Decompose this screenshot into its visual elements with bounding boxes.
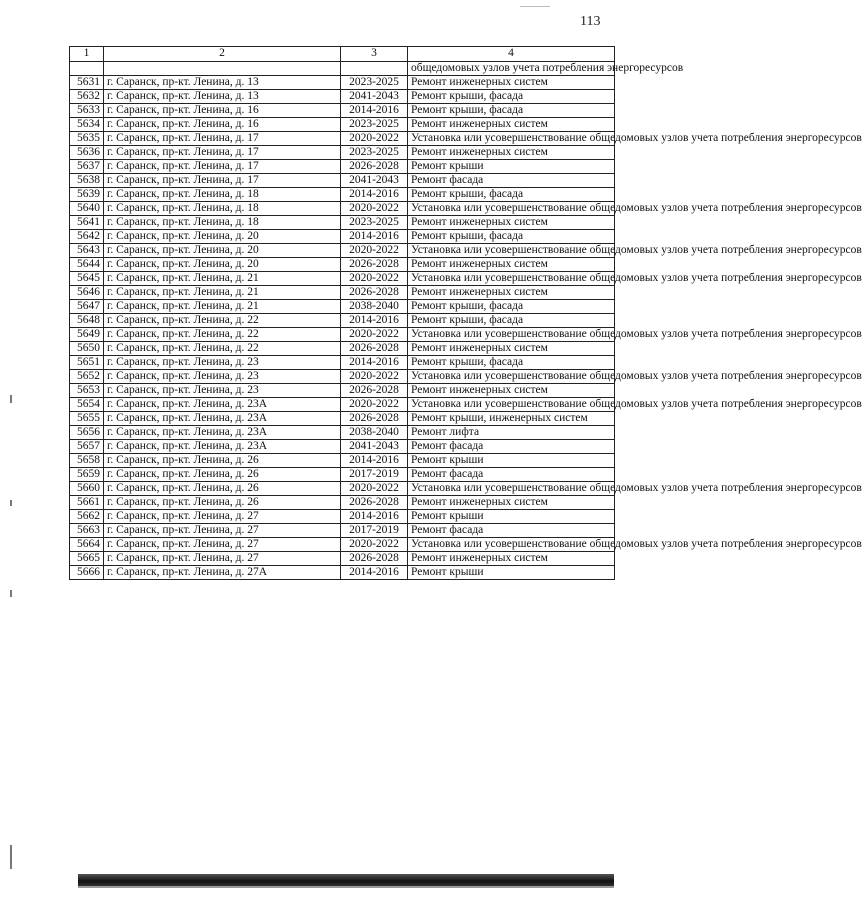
row-address: г. Саранск, пр-кт. Ленина, д. 22 (104, 314, 341, 328)
table-row (70, 468, 615, 482)
row-work: Ремонт крыши, фасада (408, 90, 615, 104)
row-period: 2020-2022 (341, 538, 408, 552)
row-period: 2038-2040 (341, 300, 408, 314)
row-address: г. Саранск, пр-кт. Ленина, д. 17 (104, 160, 341, 174)
row-period: 2020-2022 (341, 132, 408, 146)
row-number: 5643 (70, 244, 104, 258)
row-work: Ремонт фасада (408, 440, 615, 454)
row-number: 5657 (70, 440, 104, 454)
row-number: 5651 (70, 356, 104, 370)
row-work: Установка или усовершенствование общедомовых узлов учета потребления энергоресурсов (408, 272, 615, 286)
row-period: 2038-2040 (341, 426, 408, 440)
row-work: Ремонт инженерных систем (408, 146, 615, 160)
table-row (70, 440, 615, 454)
row-period: 2014-2016 (341, 566, 408, 580)
row-period: 2014-2016 (341, 454, 408, 468)
row-number: 5656 (70, 426, 104, 440)
row-work: Ремонт крыши (408, 510, 615, 524)
row-address: г. Саранск, пр-кт. Ленина, д. 18 (104, 202, 341, 216)
repair-schedule-table (69, 46, 862, 580)
row-address: г. Саранск, пр-кт. Ленина, д. 13 (104, 76, 341, 90)
row-number: 5665 (70, 552, 104, 566)
row-address: г. Саранск, пр-кт. Ленина, д. 17 (104, 146, 341, 160)
table-row (70, 216, 615, 230)
row-period: 2023-2025 (341, 216, 408, 230)
table-row (70, 426, 615, 440)
row-period: 2020-2022 (341, 482, 408, 496)
row-number: 5635 (70, 132, 104, 146)
row-address: г. Саранск, пр-кт. Ленина, д. 23А (104, 440, 341, 454)
table-row (70, 524, 615, 538)
row-period: 2017-2019 (341, 468, 408, 482)
row-period: 2020-2022 (341, 202, 408, 216)
row-number: 5659 (70, 468, 104, 482)
row-address: г. Саранск, пр-кт. Ленина, д. 22 (104, 328, 341, 342)
row-address: г. Саранск, пр-кт. Ленина, д. 20 (104, 244, 341, 258)
table-row (70, 342, 615, 356)
table-row (70, 258, 615, 272)
row-address: г. Саранск, пр-кт. Ленина, д. 27 (104, 524, 341, 538)
row-work: Ремонт фасада (408, 174, 615, 188)
row-work: Ремонт крыши, фасада (408, 188, 615, 202)
row-address: г. Саранск, пр-кт. Ленина, д. 13 (104, 90, 341, 104)
row-number: 5649 (70, 328, 104, 342)
continuation-row (70, 62, 615, 76)
row-number: 5666 (70, 566, 104, 580)
column-header-1: 1 (70, 47, 104, 62)
table-row (70, 552, 615, 566)
row-address: г. Саранск, пр-кт. Ленина, д. 23А (104, 398, 341, 412)
row-work: Ремонт крыши (408, 454, 615, 468)
table-row (70, 482, 615, 496)
row-number: 5634 (70, 118, 104, 132)
row-work: Ремонт крыши, фасада (408, 356, 615, 370)
row-work: Ремонт крыши, фасада (408, 230, 615, 244)
row-number: 5644 (70, 258, 104, 272)
row-period: 2014-2016 (341, 314, 408, 328)
row-work: Ремонт лифта (408, 426, 615, 440)
row-work: Ремонт инженерных систем (408, 384, 615, 398)
row-period: 2020-2022 (341, 398, 408, 412)
row-work: Ремонт инженерных систем (408, 216, 615, 230)
row-work: Ремонт крыши, фасада (408, 314, 615, 328)
row-work: Ремонт инженерных систем (408, 76, 615, 90)
row-period: 2026-2028 (341, 342, 408, 356)
row-address: г. Саранск, пр-кт. Ленина, д. 23А (104, 426, 341, 440)
scan-edge-marks (10, 0, 14, 904)
row-period: 2041-2043 (341, 440, 408, 454)
table-row (70, 160, 615, 174)
row-address: г. Саранск, пр-кт. Ленина, д. 26 (104, 482, 341, 496)
row-number: 5661 (70, 496, 104, 510)
row-address: г. Саранск, пр-кт. Ленина, д. 21 (104, 286, 341, 300)
row-address: г. Саранск, пр-кт. Ленина, д. 27 (104, 552, 341, 566)
row-number: 5652 (70, 370, 104, 384)
row-number: 5633 (70, 104, 104, 118)
row-period: 2014-2016 (341, 230, 408, 244)
row-number: 5654 (70, 398, 104, 412)
row-period: 2023-2025 (341, 76, 408, 90)
row-period: 2026-2028 (341, 412, 408, 426)
row-period: 2014-2016 (341, 356, 408, 370)
row-number: 5655 (70, 412, 104, 426)
row-address: г. Саранск, пр-кт. Ленина, д. 27А (104, 566, 341, 580)
row-number (70, 62, 104, 76)
row-period: 2023-2025 (341, 118, 408, 132)
row-number: 5653 (70, 384, 104, 398)
row-address: г. Саранск, пр-кт. Ленина, д. 23 (104, 370, 341, 384)
row-address: г. Саранск, пр-кт. Ленина, д. 23А (104, 412, 341, 426)
row-work: Ремонт инженерных систем (408, 258, 615, 272)
row-work: Ремонт инженерных систем (408, 552, 615, 566)
row-work: Ремонт крыши (408, 566, 615, 580)
row-period: 2014-2016 (341, 104, 408, 118)
table-row (70, 454, 615, 468)
row-number: 5660 (70, 482, 104, 496)
row-period: 2020-2022 (341, 272, 408, 286)
row-period: 2026-2028 (341, 496, 408, 510)
table-row (70, 356, 615, 370)
row-work: общедомовых узлов учета потребления энергоресурсов (408, 62, 615, 76)
row-address: г. Саранск, пр-кт. Ленина, д. 26 (104, 468, 341, 482)
table-row (70, 230, 615, 244)
column-header-4: 4 (408, 47, 615, 62)
table-row (70, 104, 615, 118)
row-address: г. Саранск, пр-кт. Ленина, д. 26 (104, 496, 341, 510)
row-period: 2026-2028 (341, 258, 408, 272)
row-work: Установка или усовершенствование общедомовых узлов учета потребления энергоресурсов (408, 398, 615, 412)
row-work: Установка или усовершенствование общедомовых узлов учета потребления энергоресурсов (408, 482, 615, 496)
column-header-2: 2 (104, 47, 341, 62)
row-address: г. Саранск, пр-кт. Ленина, д. 26 (104, 454, 341, 468)
row-work: Ремонт крыши (408, 160, 615, 174)
table-row (70, 286, 615, 300)
row-address: г. Саранск, пр-кт. Ленина, д. 22 (104, 342, 341, 356)
row-number: 5640 (70, 202, 104, 216)
row-period: 2041-2043 (341, 174, 408, 188)
table-body (70, 62, 862, 580)
table-row (70, 90, 615, 104)
row-work: Ремонт крыши, фасада (408, 300, 615, 314)
table-row (70, 188, 615, 202)
row-address: г. Саранск, пр-кт. Ленина, д. 16 (104, 104, 341, 118)
row-period: 2026-2028 (341, 384, 408, 398)
table-header-row (70, 47, 615, 62)
row-address: г. Саранск, пр-кт. Ленина, д. 16 (104, 118, 341, 132)
row-address (104, 62, 341, 76)
row-number: 5664 (70, 538, 104, 552)
row-period: 2026-2028 (341, 286, 408, 300)
row-work: Установка или усовершенствование общедомовых узлов учета потребления энергоресурсов (408, 244, 615, 258)
row-period: 2020-2022 (341, 328, 408, 342)
table-row (70, 496, 615, 510)
row-work: Ремонт инженерных систем (408, 342, 615, 356)
scan-artifact-line (520, 6, 550, 7)
row-number: 5632 (70, 90, 104, 104)
row-address: г. Саранск, пр-кт. Ленина, д. 21 (104, 300, 341, 314)
table-row (70, 132, 615, 146)
row-number: 5639 (70, 188, 104, 202)
row-period: 2041-2043 (341, 90, 408, 104)
row-address: г. Саранск, пр-кт. Ленина, д. 17 (104, 174, 341, 188)
row-period: 2020-2022 (341, 244, 408, 258)
row-number: 5646 (70, 286, 104, 300)
row-period: 2017-2019 (341, 524, 408, 538)
row-work: Установка или усовершенствование общедомовых узлов учета потребления энергоресурсов (408, 202, 615, 216)
row-work: Ремонт инженерных систем (408, 286, 615, 300)
row-work: Ремонт крыши, фасада (408, 104, 615, 118)
table-row (70, 272, 615, 286)
row-number: 5631 (70, 76, 104, 90)
row-address: г. Саранск, пр-кт. Ленина, д. 20 (104, 230, 341, 244)
row-address: г. Саранск, пр-кт. Ленина, д. 23 (104, 384, 341, 398)
row-work: Ремонт инженерных систем (408, 118, 615, 132)
table-row (70, 146, 615, 160)
row-number: 5647 (70, 300, 104, 314)
row-number: 5638 (70, 174, 104, 188)
row-period: 2020-2022 (341, 370, 408, 384)
table-row (70, 300, 615, 314)
row-period: 2026-2028 (341, 160, 408, 174)
row-number: 5637 (70, 160, 104, 174)
table-row (70, 510, 615, 524)
table-row (70, 566, 615, 580)
row-work: Установка или усовершенствование общедомовых узлов учета потребления энергоресурсов (408, 328, 615, 342)
row-period: 2026-2028 (341, 552, 408, 566)
row-address: г. Саранск, пр-кт. Ленина, д. 23 (104, 356, 341, 370)
row-number: 5645 (70, 272, 104, 286)
row-number: 5648 (70, 314, 104, 328)
row-address: г. Саранск, пр-кт. Ленина, д. 18 (104, 188, 341, 202)
row-work: Ремонт инженерных систем (408, 496, 615, 510)
page-number: 113 (580, 14, 601, 29)
table-row (70, 370, 615, 384)
row-number: 5641 (70, 216, 104, 230)
row-period: 2014-2016 (341, 510, 408, 524)
row-period (341, 62, 408, 76)
table-row (70, 314, 615, 328)
table-row (70, 244, 615, 258)
row-address: г. Саранск, пр-кт. Ленина, д. 27 (104, 538, 341, 552)
row-work: Ремонт фасада (408, 524, 615, 538)
row-work: Установка или усовершенствование общедомовых узлов учета потребления энергоресурсов (408, 132, 615, 146)
table-row (70, 398, 615, 412)
row-number: 5662 (70, 510, 104, 524)
table-row (70, 118, 615, 132)
row-work: Установка или усовершенствование общедомовых узлов учета потребления энергоресурсов (408, 538, 615, 552)
row-address: г. Саранск, пр-кт. Ленина, д. 18 (104, 216, 341, 230)
row-number: 5663 (70, 524, 104, 538)
row-address: г. Саранск, пр-кт. Ленина, д. 20 (104, 258, 341, 272)
row-address: г. Саранск, пр-кт. Ленина, д. 21 (104, 272, 341, 286)
row-address: г. Саранск, пр-кт. Ленина, д. 27 (104, 510, 341, 524)
scan-bottom-bar (78, 874, 614, 886)
row-number: 5636 (70, 146, 104, 160)
scan-bottom-bar-edge (78, 886, 614, 888)
table-row (70, 174, 615, 188)
row-work: Установка или усовершенствование общедомовых узлов учета потребления энергоресурсов (408, 370, 615, 384)
table-row (70, 412, 615, 426)
table-row (70, 76, 615, 90)
table-row (70, 202, 615, 216)
row-number: 5642 (70, 230, 104, 244)
row-number: 5650 (70, 342, 104, 356)
column-header-3: 3 (341, 47, 408, 62)
row-work: Ремонт крыши, инженерных систем (408, 412, 615, 426)
table-row (70, 538, 615, 552)
row-address: г. Саранск, пр-кт. Ленина, д. 17 (104, 132, 341, 146)
row-number: 5658 (70, 454, 104, 468)
table-row (70, 384, 615, 398)
row-period: 2023-2025 (341, 146, 408, 160)
row-work: Ремонт фасада (408, 468, 615, 482)
row-period: 2014-2016 (341, 188, 408, 202)
table-row (70, 328, 615, 342)
